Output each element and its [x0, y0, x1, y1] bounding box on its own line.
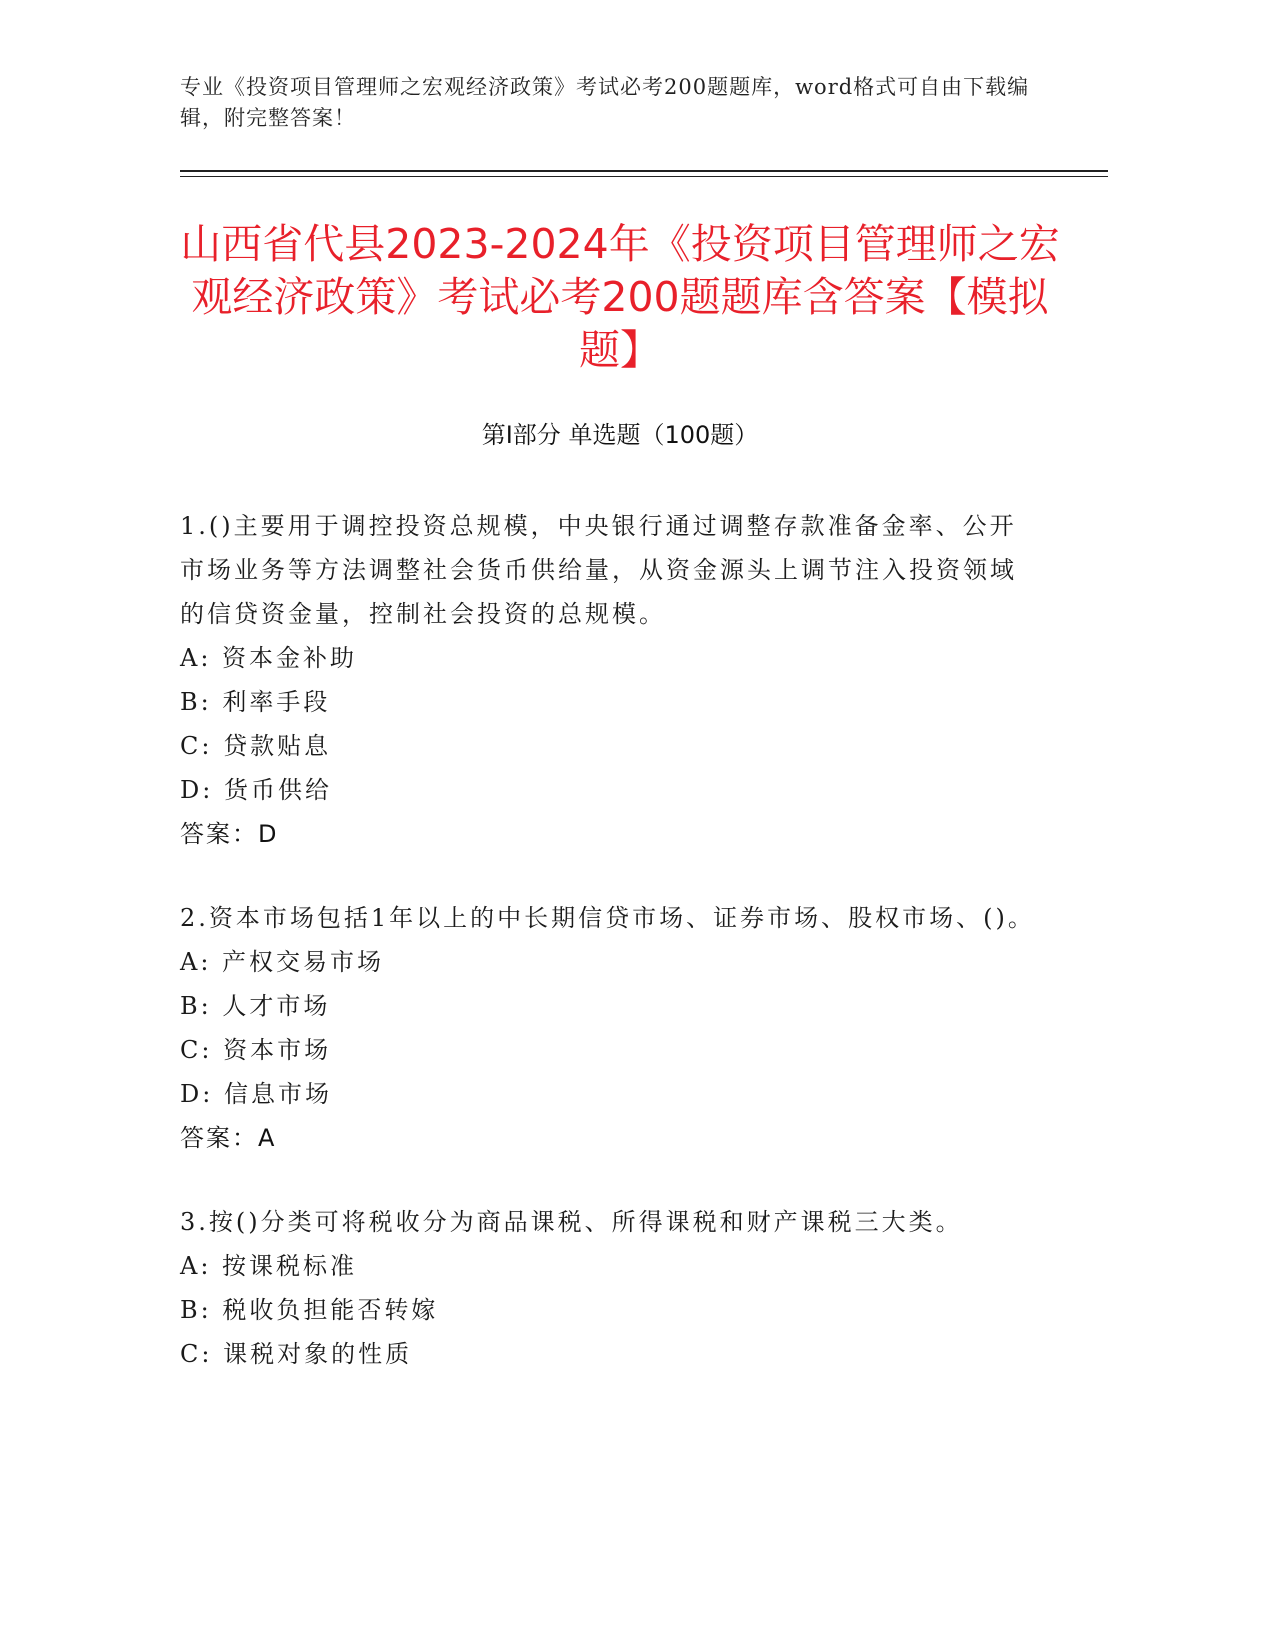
question-stem: 2.资本市场包括1年以上的中长期信贷市场、证券市场、股权市场、()。	[180, 904, 1035, 932]
header-divider-thick	[180, 170, 1108, 172]
option-a: A: 按课税标准	[180, 1252, 358, 1280]
document-title: 山西省代县2023-2024年《投资项目管理师之宏观经济政策》考试必考200题题库含答案【模拟题】	[180, 220, 1060, 374]
option-b: B: 人才市场	[180, 992, 331, 1020]
option-c: C: 贷款贴息	[180, 732, 332, 760]
answer-line: 答案：D	[180, 820, 279, 848]
question-stem: 1.()主要用于调控投资总规模，中央银行通过调整存款准备金率、公开市场业务等方法调整社会货币供给量，从资金源头上调节注入投资领域的信贷资金量，控制社会投资的总规模。	[180, 512, 1017, 628]
question-list	[180, 504, 1040, 1416]
option-c: C: 课税对象的性质	[180, 1340, 413, 1368]
option-a: A: 产权交易市场	[180, 948, 385, 976]
answer-line: 答案：A	[180, 1124, 277, 1152]
option-b: B: 税收负担能否转嫁	[180, 1296, 439, 1324]
option-d: D: 信息市场	[180, 1080, 332, 1108]
question-stem: 3.按()分类可将税收分为商品课税、所得课税和财产课税三大类。	[180, 1208, 963, 1236]
header-note: 专业《投资项目管理师之宏观经济政策》考试必考200题题库，word格式可自由下载编辑，附完整答案！	[180, 75, 1030, 130]
option-c: C: 资本市场	[180, 1036, 332, 1064]
question-3	[180, 1200, 1040, 1376]
option-d: D: 货币供给	[180, 776, 332, 804]
question-2	[180, 896, 1040, 1160]
section-heading: 第Ⅰ部分 单选题（100题）	[481, 421, 759, 449]
header-divider-thin	[180, 176, 1108, 177]
option-a: A: 资本金补助	[180, 644, 358, 672]
option-b: B: 利率手段	[180, 688, 331, 716]
question-1	[180, 504, 1040, 856]
